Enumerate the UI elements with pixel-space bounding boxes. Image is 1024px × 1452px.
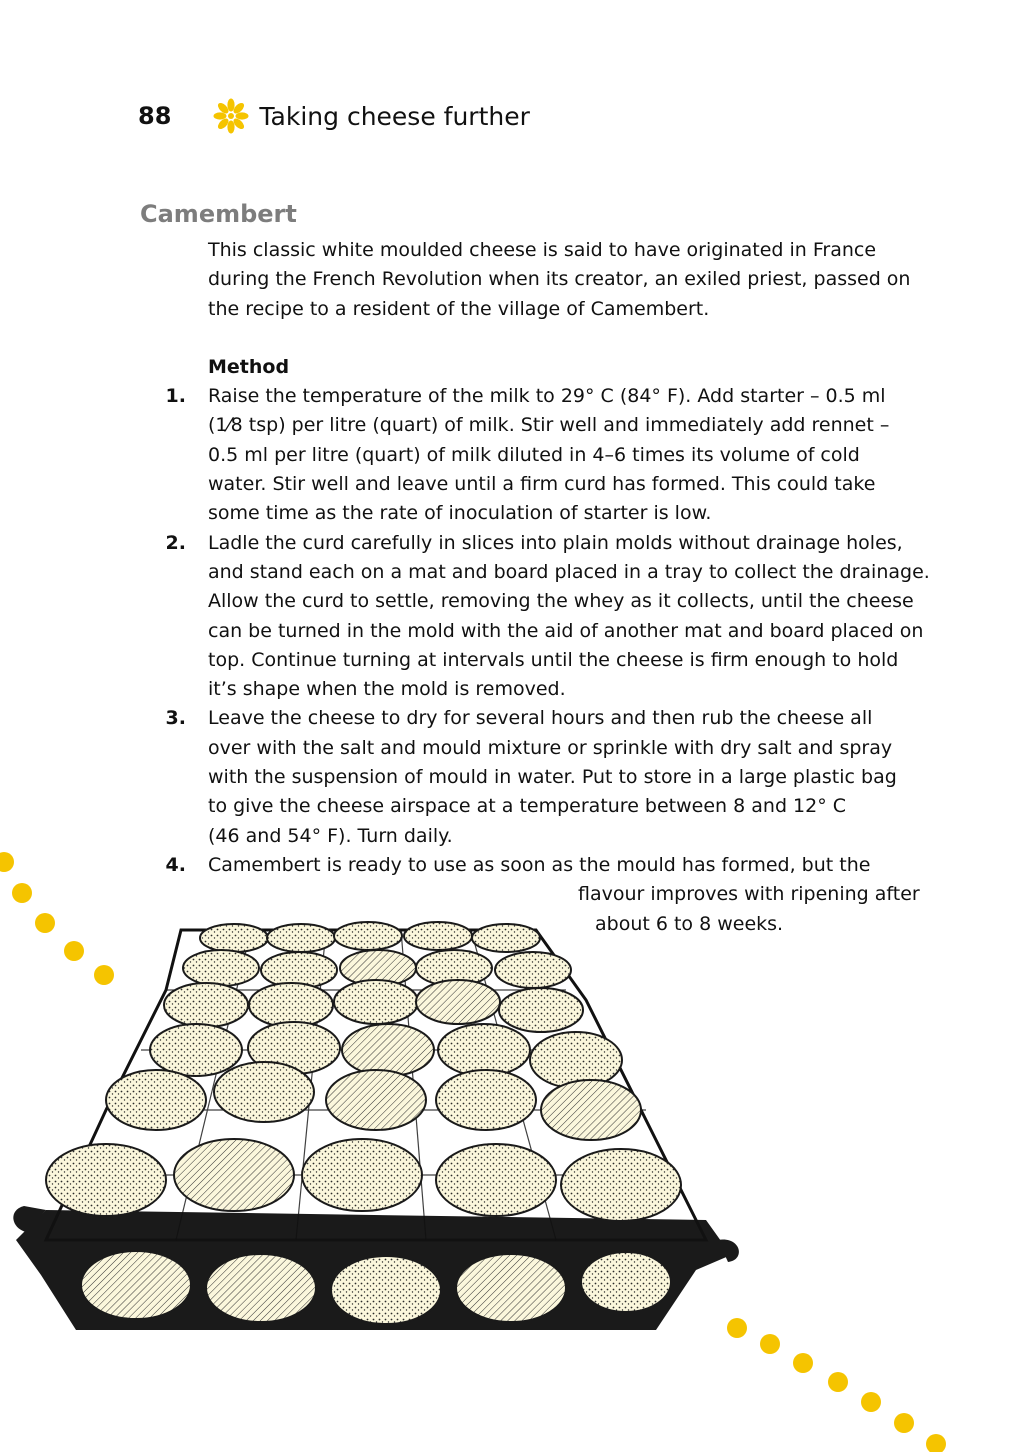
running-header [138, 96, 530, 136]
step-line: flavour improves with ripening after [578, 883, 920, 906]
step-number: 2. [165, 531, 186, 554]
step-line: Ladle the curd carefully in slices into plain molds without drainage holes, [208, 531, 903, 554]
step-line: and stand each on a mat and board placed in a tray to collect the drainage. [208, 560, 930, 583]
intro-line: during the French Revolution when its creator, an exiled priest, passed on [208, 268, 911, 291]
method-steps [165, 382, 958, 939]
intro-line: the recipe to a resident of the village of Camembert. [208, 297, 710, 320]
step-number: 3. [165, 707, 186, 730]
step-line: Raise the temperature of the milk to 29° C (84° F). Add starter – 0.5 ml [208, 385, 886, 408]
camembert-rack-illustration [6, 910, 746, 1330]
flower-icon [213, 98, 249, 134]
intro-line: This classic white moulded cheese is said to have originated in France [208, 239, 877, 261]
step-line: over with the salt and mould mixture or sprinkle with dry salt and spray [208, 736, 893, 759]
step-line: with the suspension of mould in water. Put to store in a large plastic bag [208, 766, 897, 789]
step-item [165, 704, 958, 850]
step-line: (46 and 54° F). Turn daily. [208, 824, 453, 847]
step-line: top. Continue turning at intervals until the cheese is firm enough to hold [208, 648, 899, 671]
step-line: some time as the rate of inoculation of starter is low. [208, 502, 712, 525]
step-line: water. Stir well and leave until a firm curd has formed. This could take [208, 473, 876, 496]
body-text [165, 236, 958, 939]
step-item [165, 382, 958, 528]
header-title: Taking cheese further [259, 101, 530, 131]
step-line: Camembert is ready to use as soon as the mould has formed, but the [208, 853, 871, 876]
section-title: Camembert [140, 200, 297, 228]
step-number: 4. [165, 853, 186, 876]
step-number: 1. [165, 385, 186, 408]
page-number: 88 [138, 102, 172, 130]
step-item [165, 529, 958, 705]
step-line: can be turned in the mold with the aid of another mat and board placed on [208, 619, 924, 642]
method-heading: Method [208, 355, 290, 378]
step-line: Leave the cheese to dry for several hours and then rub the cheese all [208, 707, 873, 730]
step-line: Allow the curd to settle, removing the whey as it collects, until the cheese [208, 590, 914, 613]
step-line: it’s shape when the mold is removed. [208, 678, 566, 701]
step-line: to give the cheese airspace at a temperature between 8 and 12° C [208, 795, 847, 818]
intro-paragraph [208, 236, 958, 324]
step-line: 0.5 ml per litre (quart) of milk diluted in 4–6 times its volume of cold [208, 443, 860, 466]
step-line: about 6 to 8 weeks. [595, 912, 784, 935]
step-line: (1⁄8 tsp) per litre (quart) of milk. Stir well and immediately add rennet – [208, 414, 890, 437]
